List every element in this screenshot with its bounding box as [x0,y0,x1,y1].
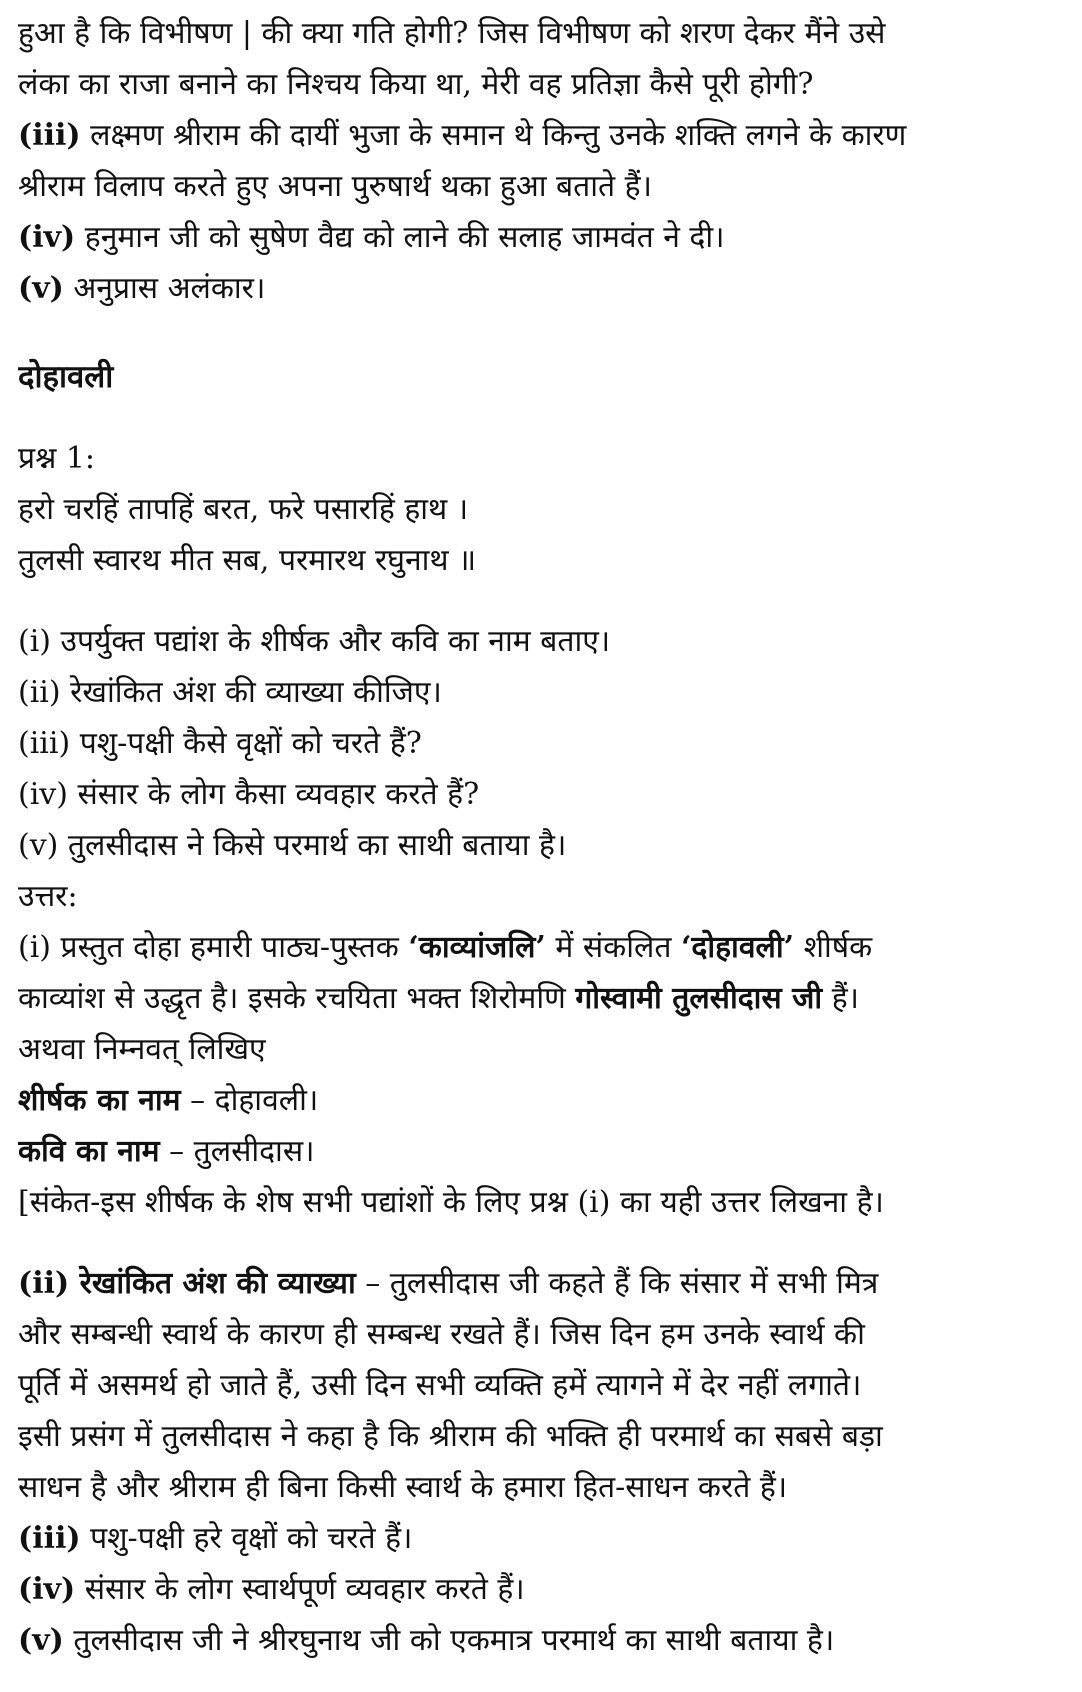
answer-i-text-c: में संकलित [545,930,681,965]
answer-i-line-3: अथवा निम्नवत् लिखिए [18,1032,266,1067]
prev-answer-v [18,263,1068,314]
question-iv: (iv) संसार के लोग कैसा व्यवहार करते हैं? [18,777,480,812]
poet-name: गोस्वामी तुलसीदास जी [575,981,823,1016]
prev-answer-iii-text: लक्ष्मण श्रीराम की दायीं भुजा के समान थे किन्तु उनके शक्ति लगने के कारण [90,118,907,153]
question-i: (i) उपर्युक्त पद्यांश के शीर्षक और कवि का नाम बताए। [18,624,611,659]
poet-label: कवि का नाम [18,1134,160,1169]
chapter-title: ‘दोहावली’ [680,930,795,965]
book-title: ‘काव्यांजलि’ [408,930,546,965]
question-iii: (iii) पशु-पक्षी कैसे वृक्षों को चरते हैं? [18,726,422,761]
answer-i-title-line [18,1075,1068,1126]
prev-answer-iii-line-1 [18,110,1068,161]
answer-v-text: तुलसीदास जी ने श्रीरघुनाथ जी को एकमात्र परमार्थ का साथी बताया है। [63,1623,835,1658]
answer-iii-label: (iii) [18,1521,81,1556]
answer-ii-line-5: साधन है और श्रीराम ही बिना किसी स्वार्थ के हमारा हित-साधन करते हैं। [18,1470,788,1505]
answer-iv [18,1564,1068,1615]
title-value: – दोहावली। [180,1083,319,1118]
answer-i-poet-line [18,1126,1068,1177]
spacer [18,1228,1068,1258]
answer-iv-label: (iv) [18,1572,76,1607]
section-title: दोहावली [18,359,114,395]
spacer [18,314,1068,352]
answer-ii-text-1: – तुलसीदास जी कहते हैं कि संसार में सभी मित्र [355,1266,879,1301]
prev-answer-iv-label: (iv) [18,220,76,255]
answer-i-note: [संकेत-इस शीर्षक के शेष सभी पद्यांशों के लिए प्रश्न (i) का यही उत्तर लिखना है। [18,1185,884,1220]
answer-i-text-a: (i) प्रस्तुत दोहा हमारी पाठ्य-पुस्तक [18,930,409,965]
poet-value: – तुलसीदास। [159,1134,315,1169]
answer-label: उत्तर: [18,879,78,914]
prev-answer-iv-text: हनुमान जी को सुषेण वैद्य को लाने की सलाह जामवंत ने दी। [84,220,725,255]
intro-line-1: हुआ है कि विभीषण | की क्या गति होगी? जिस विभीषण को शरण देकर मैंने उसे [18,16,886,51]
answer-iii [18,1513,1068,1564]
answer-i-line-2 [18,973,1068,1024]
verse-line-1: हरो चरहिं तापहिं बरत, फरे पसारहिं हाथ । [18,492,469,527]
prev-answer-iv [18,212,1068,263]
answer-v-label: (v) [18,1623,64,1658]
answer-ii-line-4: इसी प्रसंग में तुलसीदास ने कहा है कि श्रीराम की भक्ति ही परमार्थ का सबसे बड़ा [18,1419,883,1454]
answer-i-text-2c: हैं। [822,981,860,1016]
answer-iv-text: संसार के लोग स्वार्थपूर्ण व्यवहार करते हैं। [75,1572,525,1607]
answer-ii-line-3: पूर्ति में असमर्थ हो जाते हैं, उसी दिन सभी व्यक्ति हमें त्यागने में देर नहीं लगाते। [18,1368,862,1403]
question-v: (v) तुलसीदास ने किसे परमार्थ का साथी बताया है। [18,828,567,863]
spacer [18,586,1068,616]
verse-line-2: तुलसी स्वारथ मीत सब, परमारथ रघुनाथ ॥ [18,543,477,578]
answer-ii-label: (ii) रेखांकित अंश की व्याख्या [18,1266,356,1301]
prev-answer-iii-label: (iii) [18,118,81,153]
answer-iii-text: पशु-पक्षी हरे वृक्षों को चरते हैं। [80,1521,413,1556]
prev-answer-v-label: (v) [18,271,64,306]
answer-ii-line-2: और सम्बन्धी स्वार्थ के कारण ही सम्बन्ध रखते हैं। जिस दिन हम उनके स्वार्थ की [18,1317,865,1352]
answer-i-text-e: शीर्षक [794,930,873,965]
question-ii: (ii) रेखांकित अंश की व्याख्या कीजिए। [18,675,442,710]
prev-answer-v-text: अनुप्रास अलंकार। [73,271,266,306]
intro-line-2: लंका का राजा बनाने का निश्चय किया था, मेरी वह प्रतिज्ञा कैसे पूरी होगी? [18,67,814,102]
question-label: प्रश्न 1: [18,441,96,476]
answer-i-line-1 [18,922,1068,973]
answer-v [18,1615,1068,1666]
spacer [18,403,1068,433]
answer-i-text-2a: काव्यांश से उद्धृत है। इसके रचयिता भक्त शिरोमणि [18,981,576,1016]
prev-answer-iii-line-2: श्रीराम विलाप करते हुए अपना पुरुषार्थ थका हुआ बताते हैं। [18,169,652,204]
title-label: शीर्षक का नाम [18,1083,181,1118]
answer-ii-line-1 [18,1258,1068,1309]
